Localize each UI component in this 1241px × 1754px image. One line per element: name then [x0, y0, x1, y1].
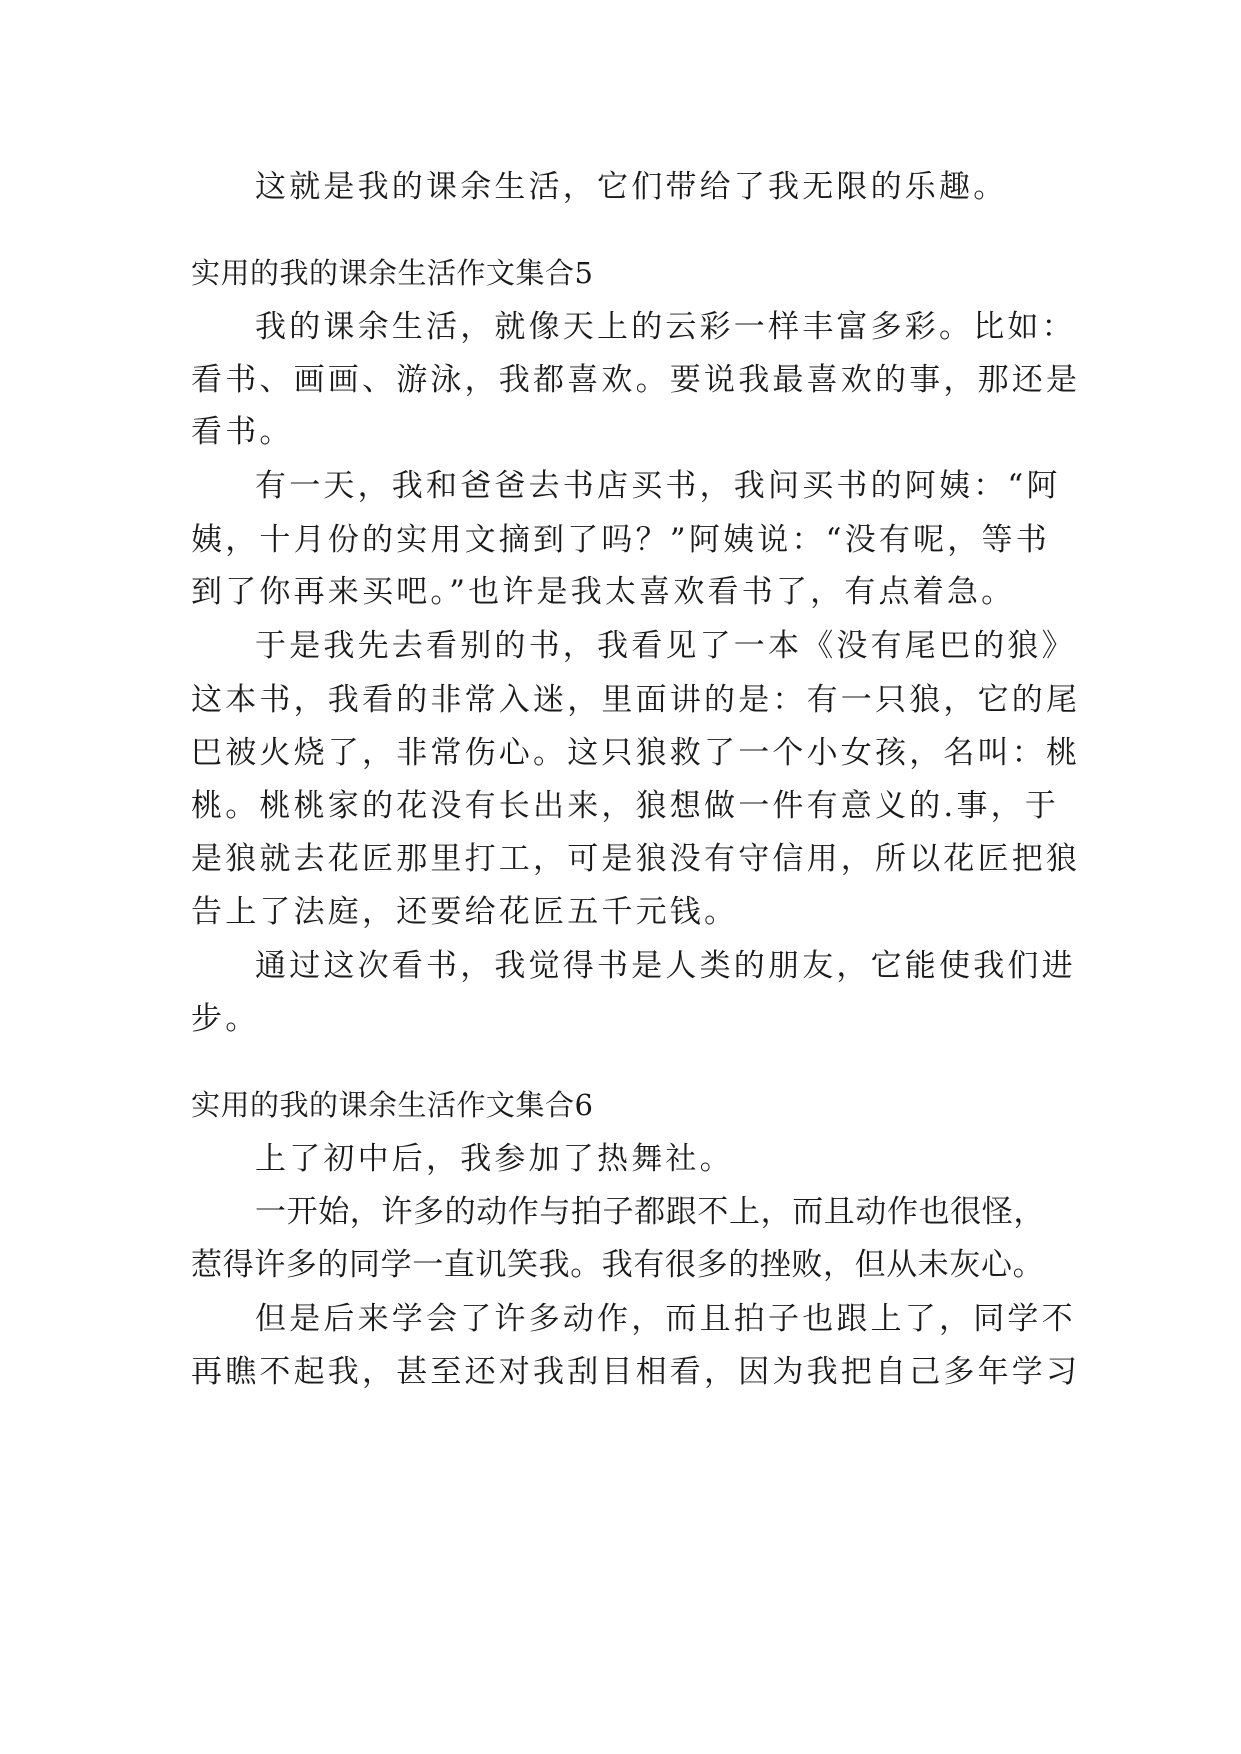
paragraph-line: 但是后来学会了许多动作，而且拍子也跟上了，同学不 [255, 1301, 1076, 1337]
paragraph-line: 步。 [191, 1001, 260, 1037]
paragraph-line: 看书。 [191, 414, 294, 450]
paragraph-line: 巴被火烧了，非常伤心。这只狼救了一个小女孩，名叫：桃 [191, 735, 1081, 771]
paragraph-line: 这本书，我看的非常入迷，里面讲的是：有一只狼，它的尾 [191, 682, 1081, 718]
paragraph-line: 我的课余生活，就像天上的云彩一样丰富多彩。比如： [255, 309, 1076, 345]
section-heading: 实用的我的课余生活作文集合5 [191, 256, 594, 290]
paragraph-line: 再瞧不起我，甚至还对我刮目相看，因为我把自己多年学习 [191, 1354, 1081, 1390]
paragraph-line: 告上了法庭，还要给花匠五千元钱。 [191, 894, 739, 930]
paragraph-line: 到了你再来买吧。”也许是我太喜欢看书了，有点着急。 [191, 574, 1016, 610]
paragraph-line: 是狼就去花匠那里打工，可是狼没有守信用，所以花匠把狼 [191, 841, 1081, 877]
paragraph-line: 姨，十月份的实用文摘到了吗？”阿姨说：“没有呢，等书 [191, 522, 1050, 558]
paragraph-line: 有一天，我和爸爸去书店买书，我问买书的阿姨：“阿 [255, 468, 1061, 504]
section-heading: 实用的我的课余生活作文集合6 [191, 1088, 594, 1122]
paragraph-line: 于是我先去看别的书，我看见了一本《没有尾巴的狼》 [255, 628, 1076, 664]
paragraph-line: 看书、画画、游泳，我都喜欢。要说我最喜欢的事，那还是 [191, 362, 1081, 398]
paragraph-line: 惹得许多的同学一直讥笑我。我有很多的挫败，但从未灰心。 [191, 1247, 1045, 1283]
paragraph-line: 桃。桃桃家的花没有长出来，狼想做一件有意义的.事，于 [191, 788, 1060, 824]
paragraph-line: 上了初中后，我参加了热舞社。 [255, 1141, 734, 1177]
paragraph-line: 一开始，许多的动作与拍子都跟不上，而且动作也很怪， [255, 1194, 1045, 1230]
paragraph-line: 这就是我的课余生活，它们带给了我无限的乐趣。 [255, 169, 1008, 205]
paragraph-line: 通过这次看书，我觉得书是人类的朋友，它能使我们进 [255, 948, 1076, 984]
